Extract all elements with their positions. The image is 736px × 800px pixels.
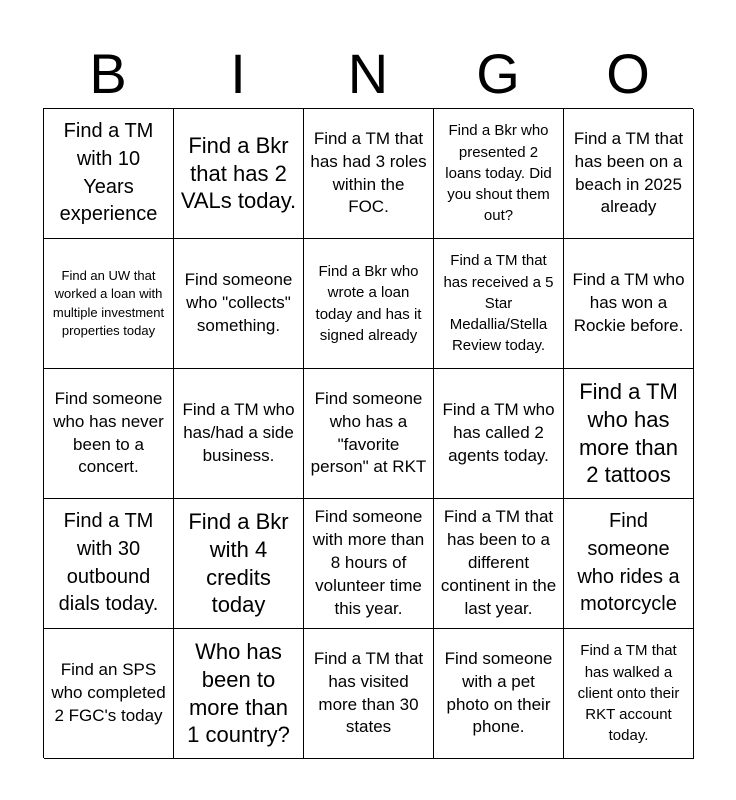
header-letter-b: B (89, 42, 127, 105)
bingo-cell[interactable]: Find a TM who has won a Rockie before. (564, 239, 694, 369)
bingo-cell[interactable]: Find a TM that has visited more than 30 states (304, 629, 434, 759)
header-letter-o: O (606, 42, 650, 105)
bingo-cell[interactable]: Find someone with more than 8 hours of volunteer time this year. (304, 499, 434, 629)
bingo-cell[interactable]: Find someone who has never been to a concert. (44, 369, 174, 499)
header-letter-g: G (476, 42, 520, 105)
bingo-cell[interactable]: Find someone who rides a motorcycle (564, 499, 694, 629)
bingo-header (43, 40, 693, 108)
bingo-cell[interactable]: Find a TM that has been on a beach in 2025 already (564, 109, 694, 239)
bingo-cell[interactable]: Find a TM who has more than 2 tattoos (564, 369, 694, 499)
bingo-cell[interactable]: Find an UW that worked a loan with multiple investment properties today (44, 239, 174, 369)
bingo-cell[interactable]: Find a TM with 10 Years experience (44, 109, 174, 239)
bingo-cell[interactable]: Find a TM who has/had a side business. (174, 369, 304, 499)
bingo-cell[interactable]: Find a TM with 30 outbound dials today. (44, 499, 174, 629)
bingo-cell[interactable]: Find someone with a pet photo on their phone. (434, 629, 564, 759)
bingo-board (43, 108, 693, 758)
bingo-cell[interactable]: Find a TM who has called 2 agents today. (434, 369, 564, 499)
header-letter-i: I (230, 42, 246, 105)
bingo-cell[interactable]: Find a Bkr that has 2 VALs today. (174, 109, 304, 239)
bingo-cell[interactable]: Find a TM that has received a 5 Star Medallia/Stella Review today. (434, 239, 564, 369)
header-letter-n: N (347, 42, 389, 105)
bingo-cell[interactable]: Find a TM that has been to a different continent in the last year. (434, 499, 564, 629)
bingo-cell[interactable]: Find a Bkr who presented 2 loans today. Did you shout them out? (434, 109, 564, 239)
bingo-cell[interactable]: Who has been to more than 1 country? (174, 629, 304, 759)
bingo-cell[interactable]: Find a TM that has had 3 roles within the FOC. (304, 109, 434, 239)
bingo-cell[interactable]: Find someone who "collects" something. (174, 239, 304, 369)
bingo-cell[interactable]: Find a TM that has walked a client onto their RKT account today. (564, 629, 694, 759)
bingo-cell[interactable]: Find a Bkr who wrote a loan today and has it signed already (304, 239, 434, 369)
bingo-cell[interactable]: Find someone who has a "favorite person" at RKT (304, 369, 434, 499)
bingo-cell[interactable]: Find an SPS who completed 2 FGC's today (44, 629, 174, 759)
bingo-cell[interactable]: Find a Bkr with 4 credits today (174, 499, 304, 629)
